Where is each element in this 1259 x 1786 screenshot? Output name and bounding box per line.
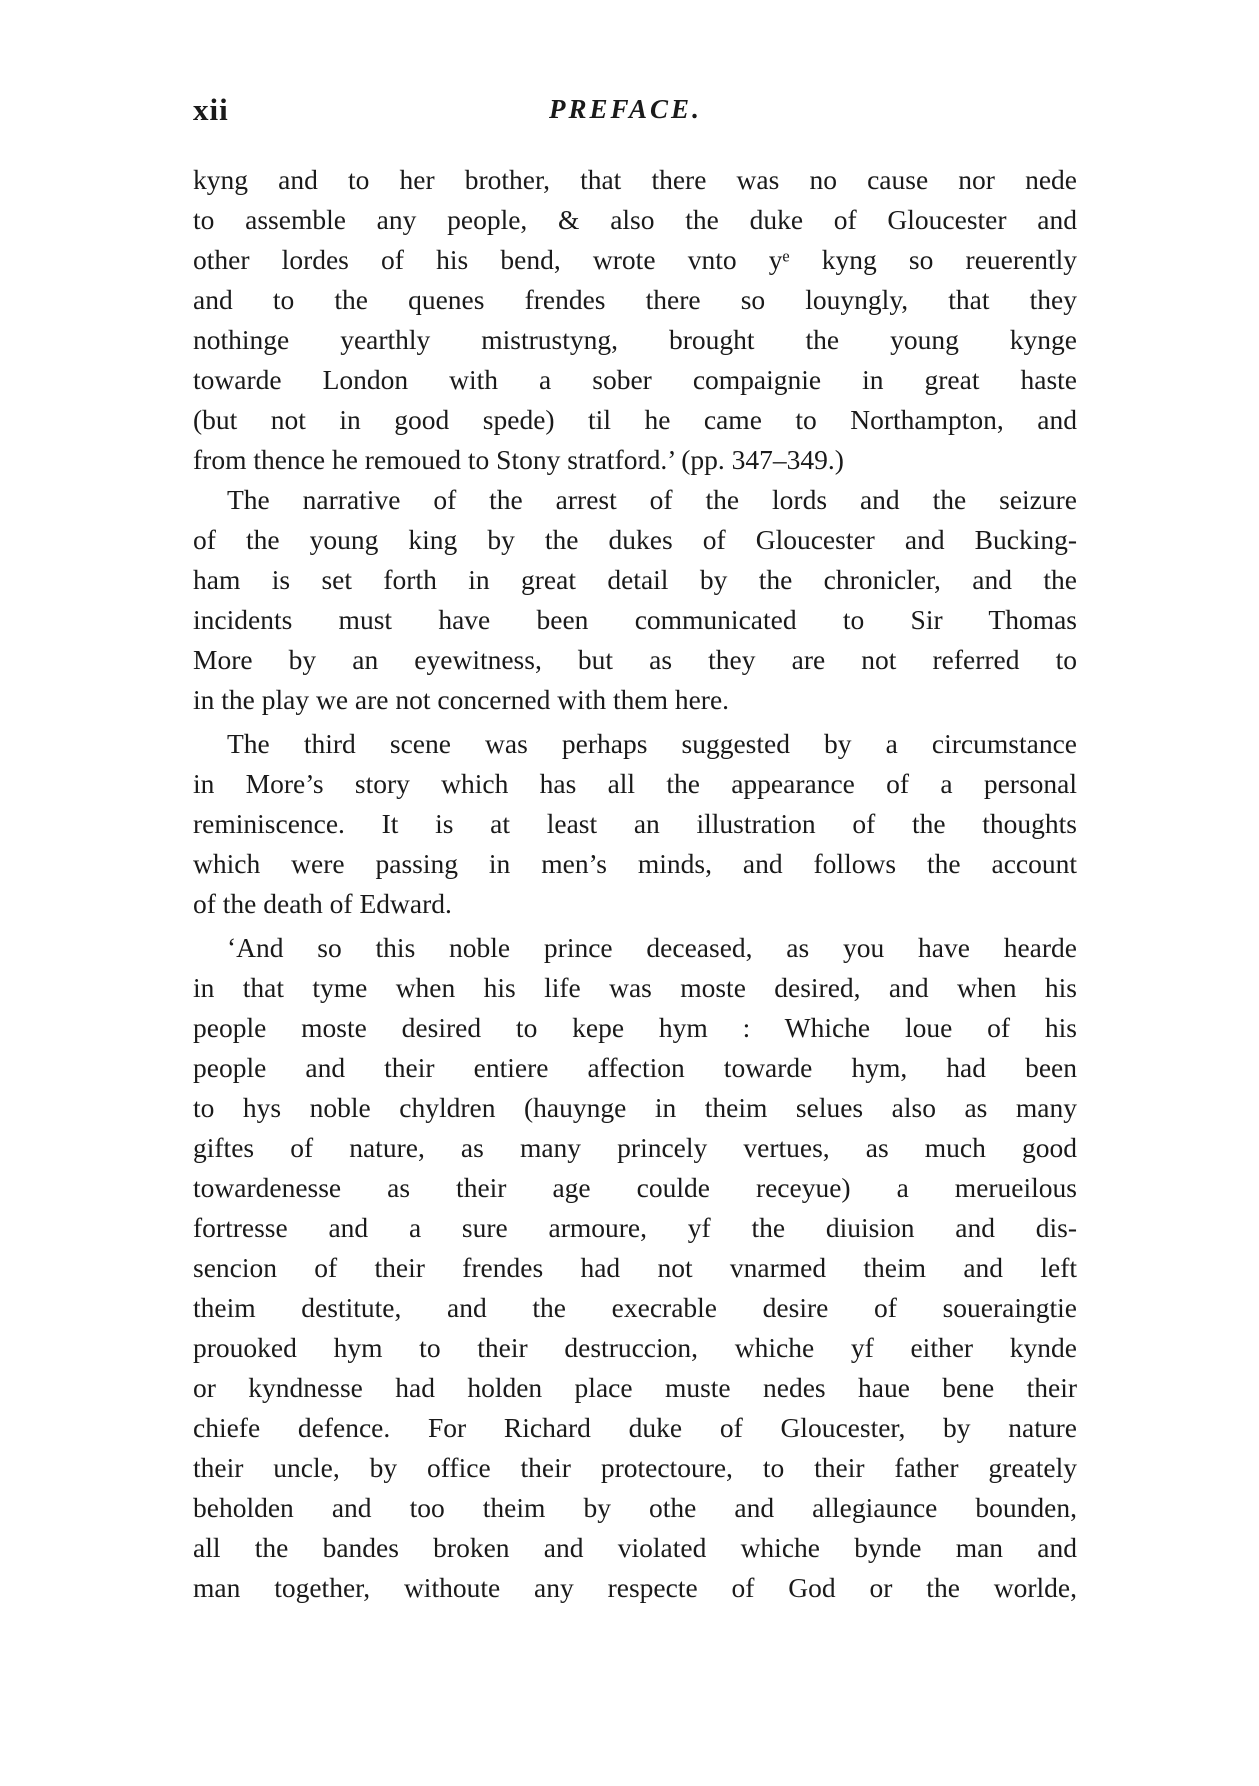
text-line: sencion of their frendes had not vnarmed theim and left [193, 1252, 1077, 1283]
text-line: in More’s story which has all the appearance of a personal [193, 768, 1077, 799]
text-line: or kyndnesse had holden place muste nedes haue bene their [193, 1372, 1077, 1403]
text-line: chiefe defence. For Richard duke of Gloucester, by nature [193, 1412, 1077, 1443]
text-line: to hys noble chyldren (hauynge in theim selues also as many [193, 1092, 1077, 1123]
paragraph-4 [193, 928, 1077, 1608]
text-line: reminiscence. It is at least an illustration of the thoughts [193, 808, 1077, 839]
text-line: prouoked hym to their destruccion, whiche yf either kynde [193, 1332, 1077, 1363]
text-line: giftes of nature, as many princely vertues, as much good [193, 1132, 1077, 1163]
text-line: fortresse and a sure armoure, yf the diuision and dis- [193, 1212, 1077, 1243]
text-line: incidents must have been communicated to Sir Thomas [193, 604, 1077, 635]
text-line: in that tyme when his life was moste desired, and when his [193, 972, 1077, 1003]
paragraph-3 [193, 724, 1077, 924]
page-number: xii [193, 92, 229, 127]
text-line: kyng and to her brother, that there was no cause nor nede [193, 164, 1077, 195]
text-line: nothinge yearthly mistrustyng, brought the young kynge [193, 324, 1077, 355]
text-line: More by an eyewitness, but as they are not referred to [193, 644, 1077, 675]
text-line: man together, withoute any respecte of God or the worlde, [193, 1572, 1077, 1603]
text-line: people moste desired to kepe hym : Whiche loue of his [193, 1012, 1077, 1043]
text-line: The third scene was perhaps suggested by a circumstance [227, 728, 1077, 759]
text-line: their uncle, by office their protectoure, to their father greately [193, 1452, 1077, 1483]
text-line: of the death of Edward. [193, 888, 452, 919]
text-line: towarde London with a sober compaignie in great haste [193, 364, 1077, 395]
text-line: The narrative of the arrest of the lords and the seizure [227, 484, 1077, 515]
text-line: of the young king by the dukes of Gloucester and Bucking- [193, 524, 1077, 555]
text-line: beholden and too theim by othe and allegiaunce bounden, [193, 1492, 1077, 1523]
text-line: people and their entiere affection towarde hym, had been [193, 1052, 1077, 1083]
text-line: all the bandes broken and violated whiche bynde man and [193, 1532, 1077, 1563]
running-head: PREFACE. [549, 94, 702, 124]
body-text [193, 160, 1077, 1608]
text-line: in the play we are not concerned with them here. [193, 684, 730, 715]
text-line: from thence he remoued to Stony stratford.’ (pp. 347–349.) [193, 444, 844, 475]
text-line: which were passing in men’s minds, and follows the account [193, 848, 1077, 879]
text-line: ‘And so this noble prince deceased, as you have hearde [227, 932, 1077, 963]
text-line: ham is set forth in great detail by the chronicler, and the [193, 564, 1077, 595]
text-line: and to the quenes frendes there so louyngly, that they [193, 284, 1077, 315]
text-line: theim destitute, and the execrable desire of soueraingtie [193, 1292, 1077, 1323]
text-line: (but not in good spede) til he came to Northampton, and [193, 404, 1077, 435]
text-line: other lordes of his bend, wrote vnto yᵉ kyng so reuerently [193, 244, 1077, 275]
text-line: to assemble any people, & also the duke of Gloucester and [193, 204, 1077, 235]
paragraph-2 [193, 480, 1077, 720]
text-line: towardenesse as their age coulde receyue) a merueilous [193, 1172, 1077, 1203]
page-header [193, 92, 1077, 132]
paragraph-1 [193, 160, 1077, 480]
